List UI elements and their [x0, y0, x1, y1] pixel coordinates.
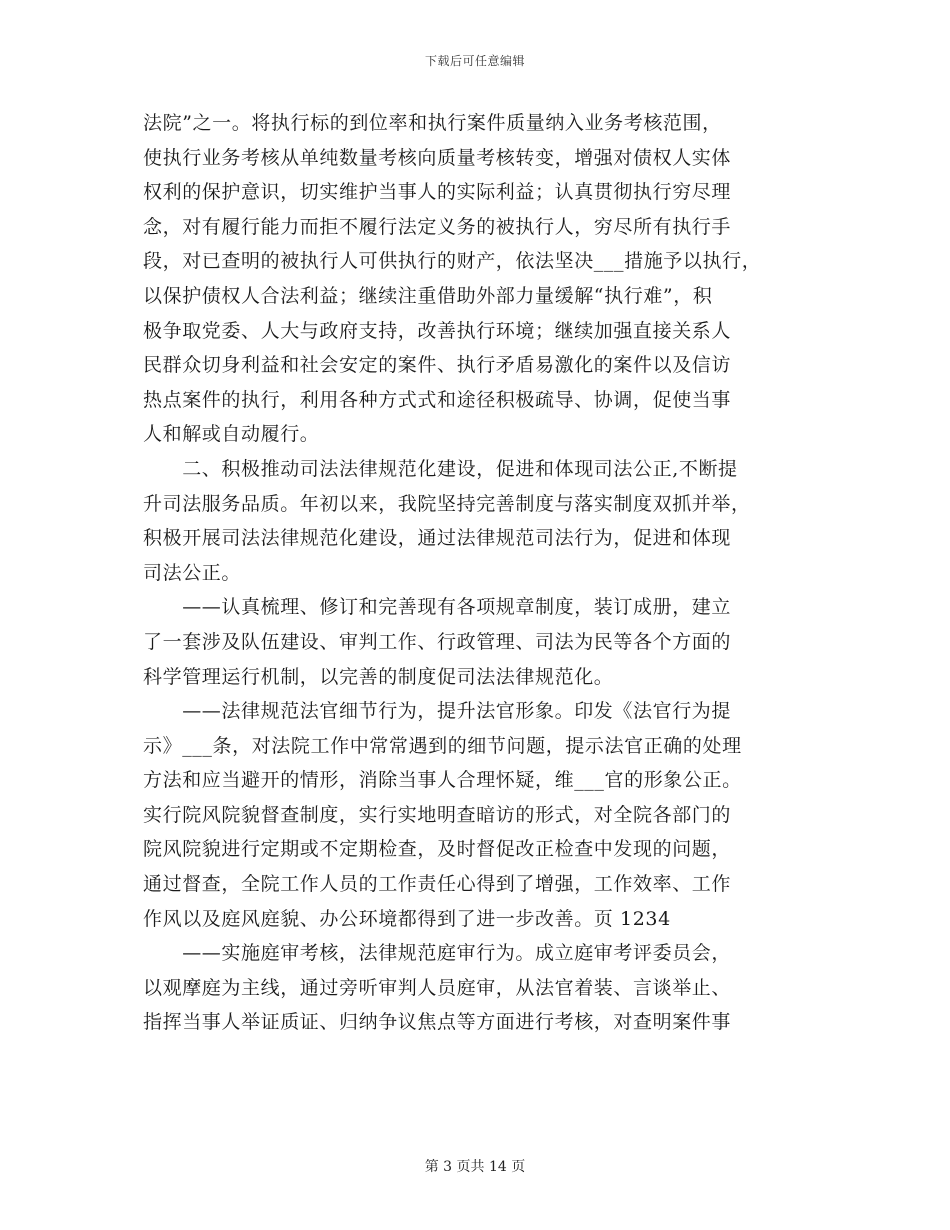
text-line: 科学管理运行机制，以完善的制度促司法法律规范化。: [143, 665, 614, 688]
page-header: 下载后可任意编辑: [424, 54, 525, 68]
text-line: 方法和应当避开的情形，消除当事人合理怀疑，维___官的形象公正。: [143, 769, 742, 792]
text-line: 二、积极推动司法法律规范化建设，促进和体现司法公正,不断提: [143, 457, 738, 480]
text-line: 使执行业务考核从单纯数量考核向质量考核转变，增强对债权人实体: [143, 146, 732, 169]
text-line: 热点案件的执行，利用各种方式式和途径积极疏导、协调，促使当事: [143, 388, 732, 411]
text-line: 民群众切身利益和社会安定的案件、执行矛盾易激化的案件以及信访: [143, 354, 732, 377]
text-line: 通过督查，全院工作人员的工作责任心得到了增强，工作效率、工作: [143, 873, 732, 896]
text-line: 法院”之一。将执行标的到位率和执行案件质量纳入业务考核范围，: [143, 112, 722, 134]
text-line: 院风院貌进行定期或不定期检查，及时督促改正检查中发现的问题，: [143, 838, 732, 861]
text-line: 作风以及庭风庭貌、办公环境都得到了进一步改善。页 1234: [143, 907, 671, 930]
text-line: 权利的保护意识，切实维护当事人的实际利益；认真贯彻执行穷尽理: [143, 181, 732, 204]
text-line: 段，对已查明的被执行人可供执行的财产，依法坚决___措施予以执行，: [143, 250, 762, 273]
text-line: 极争取党委、人大与政府支持，改善执行环境；继续加强直接关系人: [143, 319, 732, 342]
page-number-footer: 第 3 页共 14 页: [424, 1159, 526, 1175]
text-line: ——认真梳理、修订和完善现有各项规章制度，装订成册，建立: [143, 596, 732, 619]
text-line: 示》___条，对法院工作中常常遇到的细节问题，提示法官正确的处理: [143, 734, 742, 757]
document-body: [143, 106, 823, 1040]
text-line: 积极开展司法法律规范化建设，通过法律规范司法行为，促进和体现: [143, 527, 732, 550]
text-line: 念，对有履行能力而拒不履行法定义务的被执行人，穷尽所有执行手: [143, 215, 732, 238]
text-line: 实行院风院貌督查制度，实行实地明查暗访的形式，对全院各部门的: [143, 803, 732, 826]
text-line: 人和解或自动履行。: [143, 423, 320, 446]
text-line: 司法公正。: [143, 561, 242, 584]
text-line: 了一套涉及队伍建设、审判工作、行政管理、司法为民等各个方面的: [143, 630, 732, 653]
text-line: 以保护债权人合法利益；继续注重借助外部力量缓解“执行难”，积: [143, 284, 713, 307]
text-line: 指挥当事人举证质证、归纳争议焦点等方面进行考核，对查明案件事: [143, 1011, 732, 1034]
text-line: ——实施庭审考核，法律规范庭审行为。成立庭审考评委员会，: [143, 942, 732, 965]
text-line: 升司法服务品质。年初以来，我院坚持完善制度与落实制度双抓并举，: [143, 492, 751, 515]
text-line: ——法律规范法官细节行为，提升法官形象。印发《法官行为提: [143, 700, 732, 723]
text-line: 以观摩庭为主线，通过旁听审判人员庭审，从法官着装、言谈举止、: [143, 976, 732, 999]
